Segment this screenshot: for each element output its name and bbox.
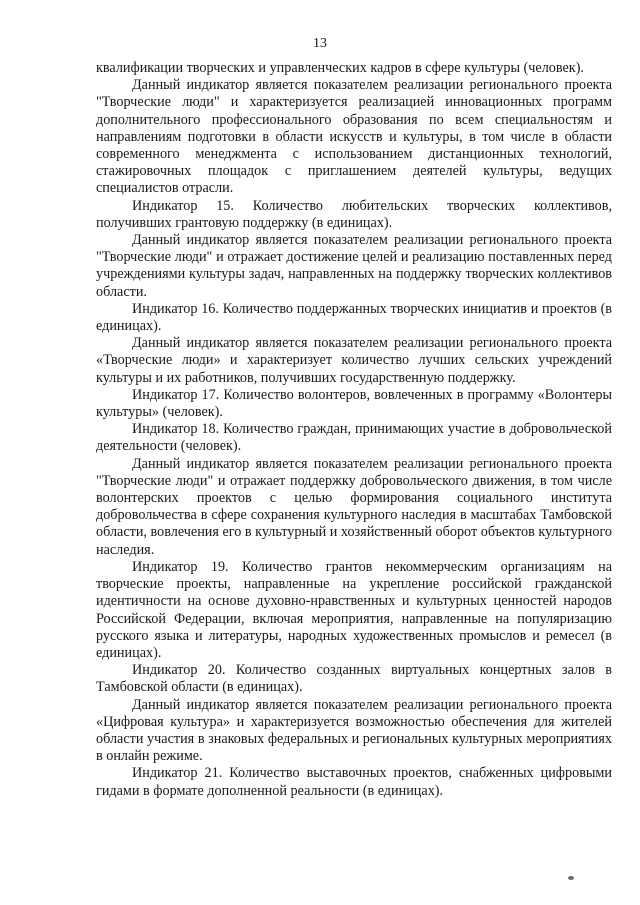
paragraph-5: Индикатор 16. Количество поддержанных творческих инициатив и проектов (в единицах). xyxy=(96,300,612,335)
paragraph-4: Данный индикатор является показателем реализации регионального проекта "Творческие люди" и отражает достижение целей и реализацию поставленных перед учреждениями культуры задач, направленных на поддержку творческих коллективов области. xyxy=(96,232,612,300)
paragraph-12: Данный индикатор является показателем реализации регионального проекта «Цифровая культура» и характеризуется возможностью обеспечения для жителей области участия в знаковых федеральных и региональных культурных мероприятиях в онлайн режиме. xyxy=(96,696,612,765)
paragraph-7: Индикатор 17. Количество волонтеров, вовлеченных в программу «Волонтеры культуры» (человек). xyxy=(96,386,612,421)
paragraph-11: Индикатор 20. Количество созданных виртуальных концертных залов в Тамбовской области (в единицах). xyxy=(96,662,612,696)
paragraph-10: Индикатор 19. Количество грантов некоммерческим организациям на творческие проекты, направленные на укрепление российской гражданской идентичности на основе духовно-нравственных и культурных ценностей народов Российской Федерации, включая мероприятия, направленные на популяризацию русского языка и литературы, народных художественных промыслов и ремесел (в единицах). xyxy=(96,558,612,661)
paragraph-6: Данный индикатор является показателем реализации регионального проекта «Творческие люди» и характеризует количество лучших сельских учреждений культуры и их работников, получивших государственную поддержку. xyxy=(96,335,612,386)
paragraph-2: Данный индикатор является показателем реализации регионального проекта "Творческие люди" и характеризуется реализацией инновационных программ дополнительного профессионального образования по всем специальностям и направлениям подготовки в области искусств и культуры, в том числе в области современного менеджмента с использованием дистанционных технологий, стажировочных площадок с приглашением деятелей культуры, ведущих специалистов отрасли. xyxy=(96,77,612,197)
paragraph-9: Данный индикатор является показателем реализации регионального проекта "Творческие люди" и отражает поддержку добровольческого движения, в том числе волонтерских проектов с целью формирования социального института добровольчества в сфере сохранения культурного наследия в масштабах Тамбовской области, вовлечения его в культурный и хозяйственный оборот объектов культурного наследия. xyxy=(96,455,612,558)
page-number: 13 xyxy=(313,36,327,51)
scan-dot-mark xyxy=(568,876,574,880)
document-body xyxy=(96,60,612,800)
paragraph-3: Индикатор 15. Количество любительских творческих коллективов, получивших грантовую поддержку (в единицах). xyxy=(96,197,612,231)
paragraph-1: квалификации творческих и управленческих кадров в сфере культуры (человек). xyxy=(96,60,584,76)
paragraph-8: Индикатор 18. Количество граждан, принимающих участие в добровольческой деятельности (человек). xyxy=(96,421,612,455)
paragraph-13: Индикатор 21. Количество выставочных проектов, снабженных цифровыми гидами в формате дополненной реальности (в единицах). xyxy=(96,765,612,799)
